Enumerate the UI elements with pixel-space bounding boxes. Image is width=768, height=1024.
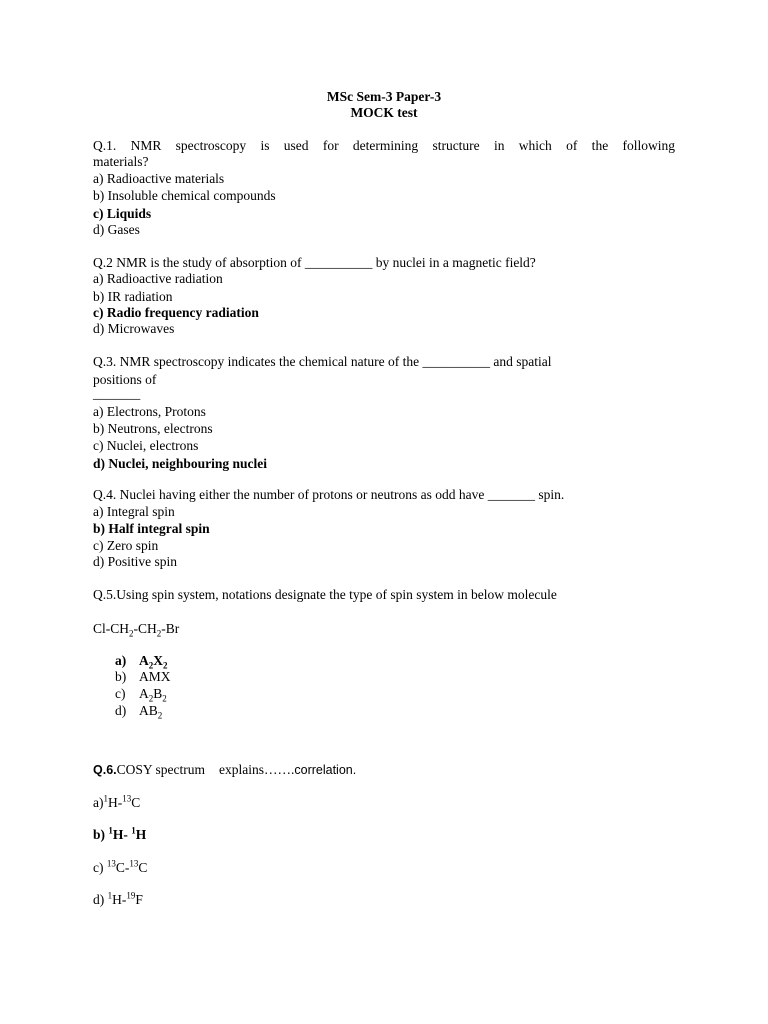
q3-question-line3: _______ [93,386,141,401]
q2-option-b: b) IR radiation [93,289,173,304]
q1-option-c: c) Liquids [93,206,152,221]
q1-option-d: d) Gases [93,222,140,237]
q4-option-c: c) Zero spin [93,538,159,553]
q1-question-line1: Q.1. NMR spectroscopy is used for determining structure in which of the following [93,138,675,153]
doc-subtitle: MOCK test [350,105,418,120]
q1-question-line2: materials? [93,154,149,169]
q6-option-a: a)$^1$H-$^{13}$C [93,793,141,810]
q3-option-d: d) Nuclei, neighbouring nuclei [93,456,268,471]
q5-option-c: $A_2B_2$ [139,686,167,704]
q5-option-b: AMX [139,669,171,684]
q6-option-b: b) $^1$H- $^1$H [93,825,147,842]
q2-option-d: d) Microwaves [93,321,175,336]
q6-question: Q.6.COSY spectrum explains…….correlation. [93,762,357,777]
q5-molecule: $Cl-CH_2-CH_2-Br$ [93,621,180,639]
q5-option-a-letter: a) [115,653,127,668]
q2-option-a: a) Radioactive radiation [93,271,223,286]
q5-option-b-letter: b) [115,669,127,684]
q6-option-c: c) $^{13}$C-$^{13}$C [93,858,148,875]
q3-option-a: a) Electrons, Protons [93,404,206,419]
q6-option-d: d) $^1$H-$^{19}$F [93,890,143,907]
q1-option-a: a) Radioactive materials [93,171,225,186]
doc-title: MSc Sem-3 Paper-3 [326,89,442,104]
q5-option-c-letter: c) [115,686,126,701]
q3-question-line2: positions of [93,372,157,387]
q4-question: Q.4. Nuclei having either the number of protons or neutrons as odd have _______ spin. [93,487,565,502]
q2-option-c: c) Radio frequency radiation [93,305,259,320]
q5-question: Q.5.Using spin system, notations designate the type of spin system in below molecule [93,587,557,602]
q3-question-line1: Q.3. NMR spectroscopy indicates the chemical nature of the __________ and spatial [93,354,552,369]
q4-option-d: d) Positive spin [93,554,178,569]
q5-option-a: $A_2X_2$ [139,653,168,671]
q4-option-a: a) Integral spin [93,504,175,519]
q5-option-d-letter: d) [115,703,127,718]
q1-option-b: b) Insoluble chemical compounds [93,188,276,203]
q3-option-c: c) Nuclei, electrons [93,438,199,453]
q3-option-b: b) Neutrons, electrons [93,421,213,436]
q2-question: Q.2 NMR is the study of absorption of __________ by nuclei in a magnetic field? [93,255,536,270]
q4-option-b: b) Half integral spin [93,521,210,536]
q5-option-d: $AB_2$ [139,703,163,721]
